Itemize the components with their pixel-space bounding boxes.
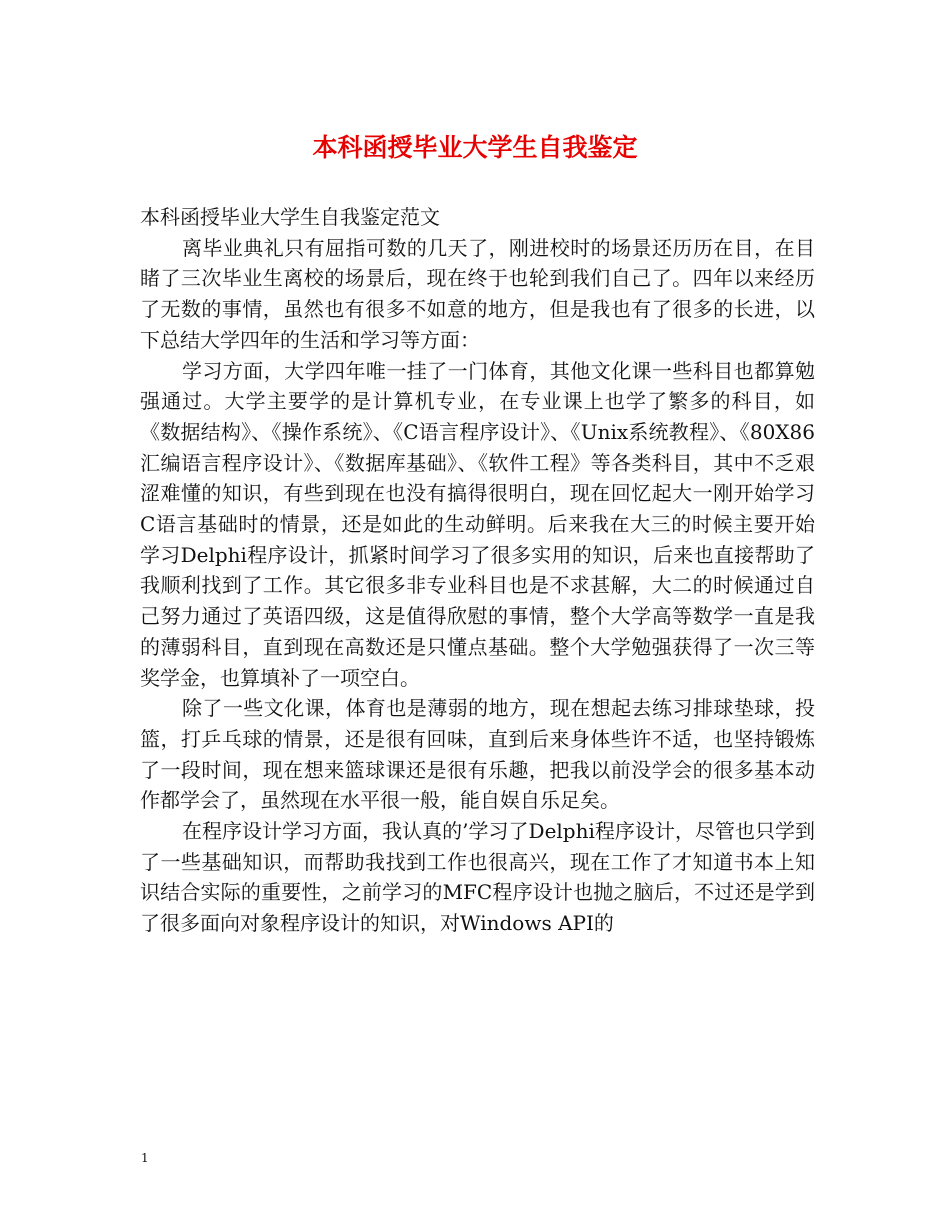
page-number: 1 xyxy=(141,1151,149,1165)
document-subtitle: 本科函授毕业大学生自我鉴定范文 xyxy=(140,205,440,229)
paragraph-2: 学习方面，大学四年唯一挂了一门体育，其他文化课一些科目也都算勉强通过。大学主要学的是计算机专业，在专业课上也学了繁多的科目，如《数据结构》、《操作系统》、《C语言程序设计》、《Unix系统教程》、《80X86汇编语言程序设计》、《数据库基础》、《软件工程》等各类科目，其中不乏艰涩难懂的知识，有些到现在也没有搞得很明白，现在回忆起大一刚开始学习C语言基础时的情景，还是如此的生动鲜明。后来我在大三的时候主要开始学习Delphi程序设计，抓紧时间学习了很多实用的知识，后来也直接帮助了我顺利找到了工作。其它很多非专业科目也是不求甚解，大二的时候通过自己努力通过了英语四级，这是值得欣慰的事情，整个大学高等数学一直是我的薄弱科目，直到现在高数还是只懂点基础。整个大学勉强获得了一次三等奖学金，也算填补了一项空白。 xyxy=(140,358,815,690)
paragraph-1: 离毕业典礼只有屈指可数的几天了，刚进校时的场景还历历在目，在目睹了三次毕业生离校的场景后，现在终于也轮到我们自己了。四年以来经历了无数的事情，虽然也有很多不如意的地方，但是我也有了很多的长进，以下总结大学四年的生活和学习等方面： xyxy=(140,235,815,352)
document-title: 本科函授毕业大学生自我鉴定 xyxy=(312,133,638,162)
document-body xyxy=(140,202,815,939)
paragraph-3: 除了一些文化课，体育也是薄弱的地方，现在想起去练习排球垫球，投篮，打乒乓球的情景，还是很有回味，直到后来身体些许不适，也坚持锻炼了一段时间，现在想来篮球课还是很有乐趣，把我以前没学会的很多基本动作都学会了，虽然现在水平很一般，能自娱自乐足矣。 xyxy=(140,696,815,813)
paragraph-4: 在程序设计学习方面，我认真的’学习了Delphi程序设计，尽管也只学到了一些基础知识，而帮助我找到工作也很高兴，现在工作了才知道书本上知识结合实际的重要性，之前学习的MFC程序设计也抛之脑后，不过还是学到了很多面向对象程序设计的知识，对Windows API的 xyxy=(140,819,815,936)
